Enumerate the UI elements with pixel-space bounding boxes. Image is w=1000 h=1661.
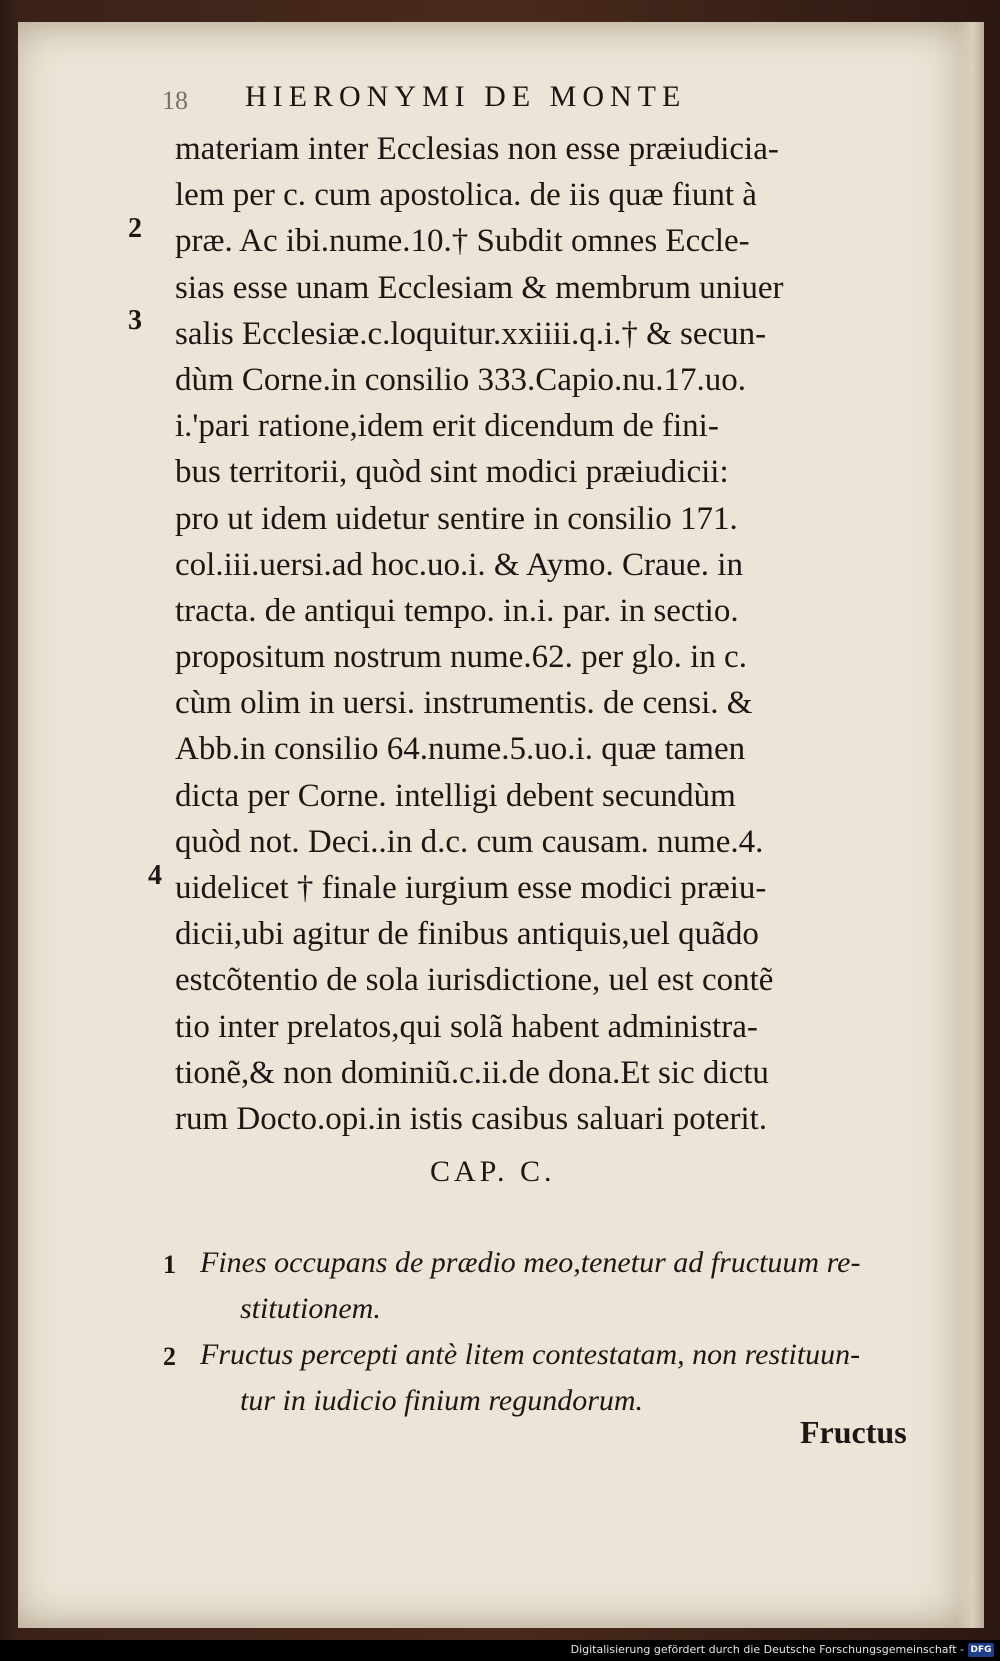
running-head: HIERONYMI DE MONTE <box>245 80 687 113</box>
text-line: dicta per Corne. intelligi debent secundùm <box>175 777 736 814</box>
digitization-footer <box>0 1640 1000 1661</box>
text-line: quòd not. Deci..in d.c. cum causam. nume.4. <box>175 823 764 860</box>
text-line: sias esse unam Ecclesiam & membrum uniuer <box>175 269 784 306</box>
margin-number-3: 3 <box>128 305 142 336</box>
text-line: rum Docto.opi.in istis casibus saluari poterit. <box>175 1100 768 1137</box>
text-line: materiam inter Ecclesias non esse præiudicia- <box>175 131 779 167</box>
text-line: estcõtentio de sola iurisdictione, uel est contẽ <box>175 962 774 999</box>
summary-number-1: 1 <box>163 1250 176 1279</box>
folio-mark: 18 <box>162 86 188 115</box>
text-line: cùm olim in uersi. instrumentis. de censi. & <box>175 685 753 722</box>
dfg-logo: DFG <box>968 1643 994 1657</box>
text-line: dicii,ubi agitur de finibus antiquis,uel quãdo <box>175 916 759 953</box>
text-line: uidelicet † finale iurgium esse modici præiu- <box>175 870 767 906</box>
body-text <box>175 126 915 1142</box>
text-line: propositum nostrum nume.62. per glo. in c. <box>175 639 747 676</box>
text-line: col.iii.uersi.ad hoc.uo.i. & Aymo. Craue. in <box>175 546 743 583</box>
text-line: præ. Ac ibi.nume.10.† Subdit omnes Eccle- <box>175 223 750 260</box>
text-line: pro ut idem uidetur sentire in consilio 171. <box>175 500 738 537</box>
text-line: lem per c. cum apostolica. de iis quæ fiunt à <box>175 177 757 214</box>
text-line: bus territorii, quòd sint modici præiudicii: <box>175 454 729 491</box>
summary-line: stitutionem. <box>240 1292 381 1325</box>
chapter-summary <box>200 1240 920 1424</box>
chapter-heading: CAP. C. <box>430 1155 556 1188</box>
text-line: tionẽ,& non dominiũ.c.ii.de dona.Et sic dictu <box>175 1054 769 1091</box>
summary-line: Fructus percepti antè litem contestatam, non restituun- <box>200 1338 861 1371</box>
text-line: Abb.in consilio 64.nume.5.uo.i. quæ tamen <box>175 731 746 768</box>
page-edge-shading <box>956 22 984 1628</box>
text-line: tio inter prelatos,qui solã habent administra- <box>175 1008 758 1045</box>
margin-number-4: 4 <box>148 860 162 891</box>
footer-credit: Digitalisierung gefördert durch die Deutsche Forschungsgemeinschaft - <box>570 1643 964 1656</box>
text-line: i.'pari ratione,idem erit dicendum de fini- <box>175 408 719 445</box>
summary-line: Fines occupans de prædio meo,tenetur ad fructuum re- <box>200 1246 861 1279</box>
catchword: Fructus <box>800 1414 907 1450</box>
text-line: tracta. de antiqui tempo. in.i. par. in sectio. <box>175 592 739 629</box>
text-line: salis Ecclesiæ.c.loquitur.xxiiii.q.i.† & secun- <box>175 315 767 352</box>
text-line: dùm Corne.in consilio 333.Capio.nu.17.uo. <box>175 361 747 398</box>
summary-number-2: 2 <box>163 1342 176 1371</box>
summary-line: tur in iudicio finium regundorum. <box>240 1384 644 1417</box>
margin-number-2: 2 <box>128 213 142 244</box>
